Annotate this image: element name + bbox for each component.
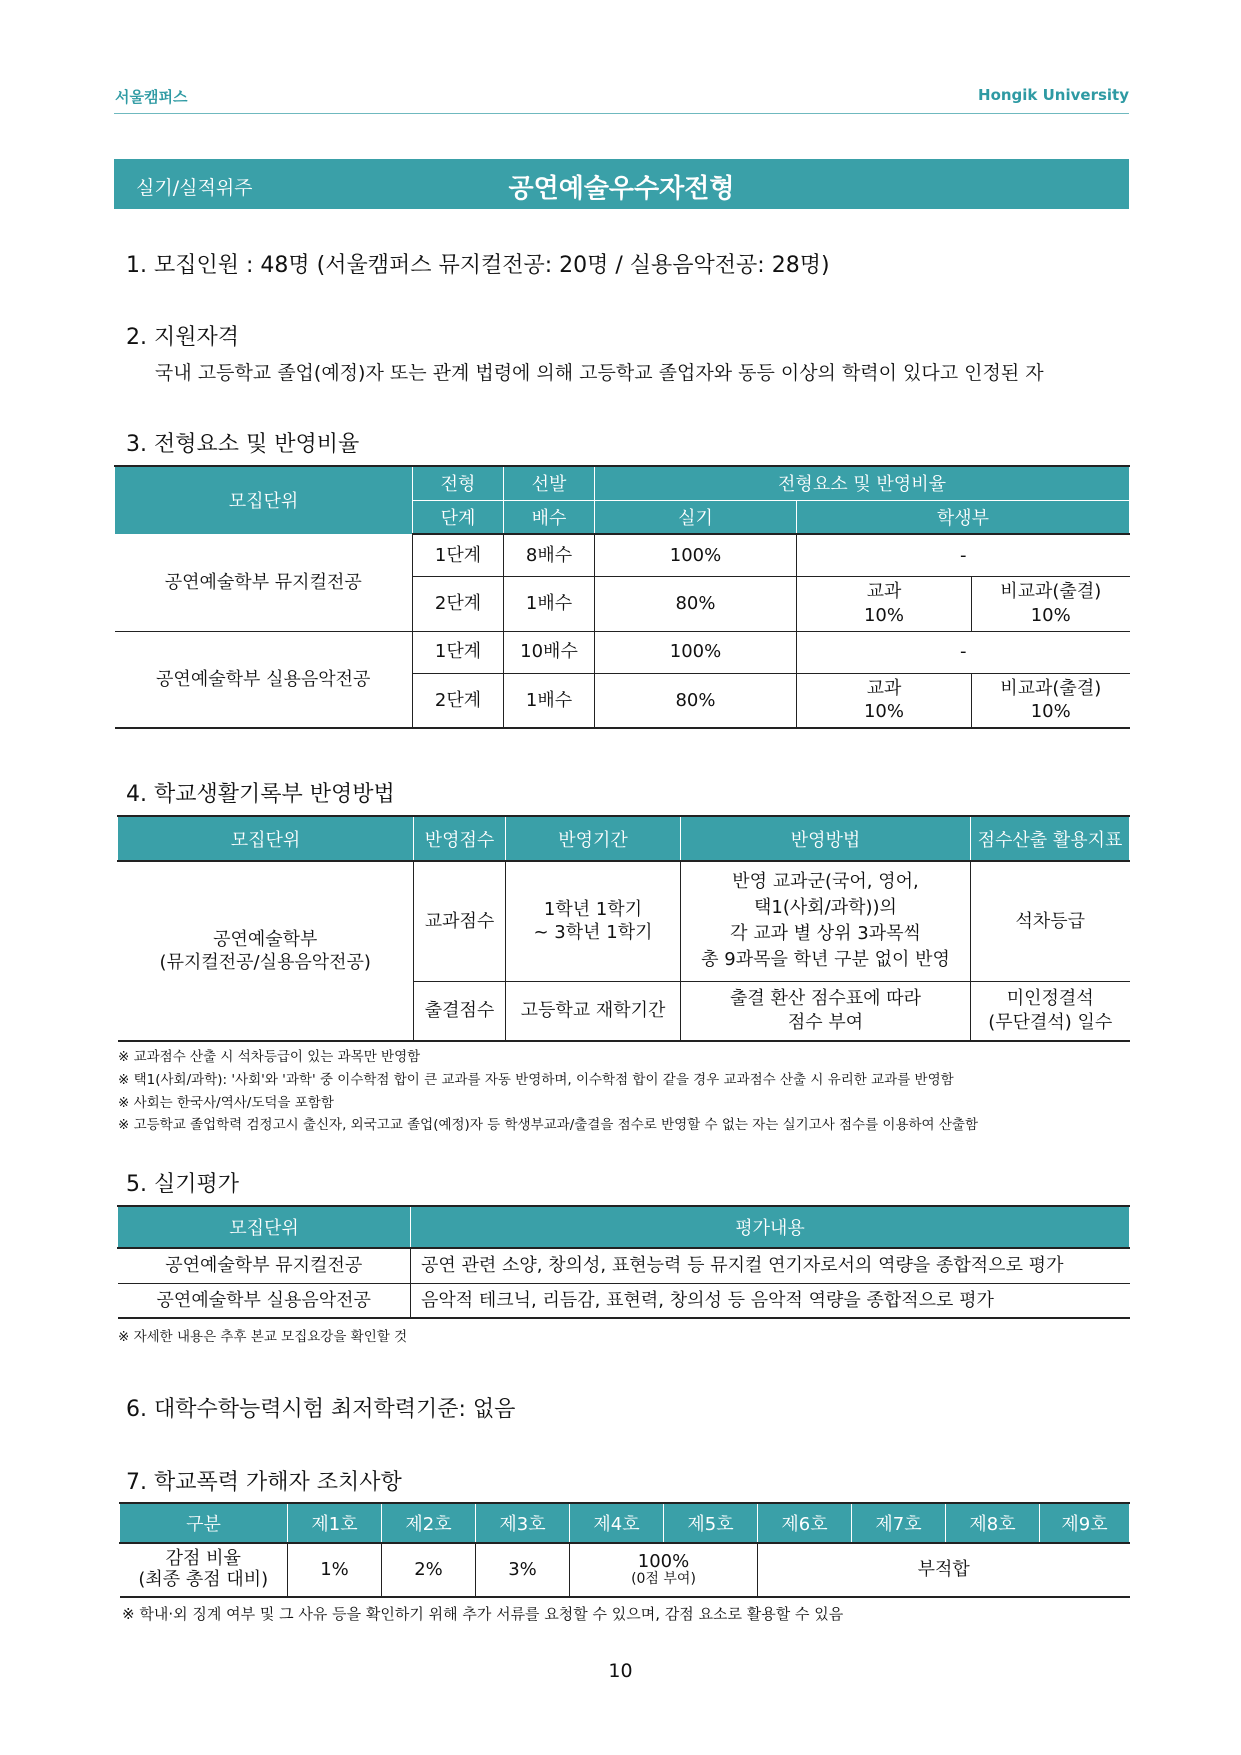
eval-unit: 공연예술학부 실용음악전공 <box>118 1283 411 1318</box>
stage-cell: 1단계 <box>413 534 504 576</box>
attend-method-cell: 출결 환산 점수표에 따라 점수 부여 <box>681 981 971 1041</box>
record-cell: - <box>797 631 1130 673</box>
deduction-4-5: 100% (0점 부여) <box>570 1543 758 1597</box>
banner-subtitle: 실기/실적위주 <box>136 177 253 199</box>
practical-eval-table <box>117 1205 1130 1319</box>
attend-index-cell: 미인정결석 (무단결석) 일수 <box>971 981 1130 1041</box>
deduction-3: 3% <box>476 1543 570 1597</box>
stage-cell: 2단계 <box>413 576 504 631</box>
subject-score-cell: 교과점수 <box>414 861 506 981</box>
banner-title: 공연예술우수자전형 <box>508 174 735 204</box>
th-content: 평가내용 <box>411 1206 1130 1248</box>
period-cell: 1학년 1학기 ~ 3학년 1학기 <box>506 861 681 981</box>
mult-cell: 8배수 <box>504 534 595 576</box>
th-index: 점수산출 활용지표 <box>971 816 1130 861</box>
th-level-5: 제5호 <box>664 1503 758 1543</box>
section-4-title: 4. 학교생활기록부 반영방법 <box>126 782 395 807</box>
section-2-title: 2. 지원자격 <box>126 325 239 350</box>
unit-cell: 공연예술학부 (뮤지컬전공/실용음악전공) <box>118 861 414 1041</box>
eval-content: 공연 관련 소양, 창의성, 표현능력 등 뮤지컬 연기자로서의 역량을 종합적으로 평가 <box>411 1248 1130 1283</box>
nonsubject-cell: 비교과(출결) 10% <box>972 576 1130 631</box>
th-category: 구분 <box>120 1503 288 1543</box>
th-elements: 전형요소 및 반영비율 <box>595 466 1130 500</box>
stage-cell: 1단계 <box>413 631 504 673</box>
selection-ratio-table <box>114 465 1130 729</box>
attend-score-cell: 출결점수 <box>414 981 506 1041</box>
practical-cell: 80% <box>595 576 797 631</box>
record-cell: - <box>797 534 1130 576</box>
university-name: Hongik University <box>978 86 1129 104</box>
th-stage-2: 단계 <box>413 500 504 534</box>
mult-cell: 10배수 <box>504 631 595 673</box>
s4-note-2: ※ 택1(사회/과학): '사회'와 '과학' 중 이수학점 합이 큰 교과를 자동 반영하며, 이수학점 합이 같을 경우 교과점수 산출 시 유리한 교과를 반영함 <box>118 1072 954 1088</box>
deduction-label: 감점 비율 (최종 총점 대비) <box>120 1543 288 1597</box>
th-unit: 모집단위 <box>118 1206 411 1248</box>
page-number: 10 <box>608 1660 633 1682</box>
subject-cell: 교과 10% <box>797 673 972 728</box>
th-level-1: 제1호 <box>288 1503 382 1543</box>
section-2-text: 국내 고등학교 졸업(예정)자 또는 관계 법령에 의해 고등학교 졸업자와 동등 이상의 학력이 있다고 인정된 자 <box>155 362 1044 384</box>
mult-cell: 1배수 <box>504 673 595 728</box>
practical-cell: 100% <box>595 534 797 576</box>
eval-unit: 공연예술학부 뮤지컬전공 <box>118 1248 411 1283</box>
school-record-table <box>117 815 1130 1042</box>
index-cell: 석차등급 <box>971 861 1130 981</box>
th-level-6: 제6호 <box>758 1503 852 1543</box>
section-7-title: 7. 학교폭력 가해자 조치사항 <box>126 1470 402 1495</box>
th-level-4: 제4호 <box>570 1503 664 1543</box>
campus-label: 서울캠퍼스 <box>115 88 188 106</box>
th-mult-1: 선발 <box>504 466 595 500</box>
eval-content: 음악적 테크닉, 리듬감, 표현력, 창의성 등 음악적 역량을 종합적으로 평가 <box>411 1283 1130 1318</box>
practical-cell: 100% <box>595 631 797 673</box>
subject-cell: 교과 10% <box>797 576 972 631</box>
th-record: 학생부 <box>797 500 1130 534</box>
th-mult-2: 배수 <box>504 500 595 534</box>
s4-note-1: ※ 교과점수 산출 시 석차등급이 있는 과목만 반영함 <box>118 1049 421 1065</box>
stage-cell: 2단계 <box>413 673 504 728</box>
s7-note: ※ 학내·외 징계 여부 및 그 사유 등을 확인하기 위해 추가 서류를 요청할 수 있으며, 감점 요소로 활용할 수 있음 <box>122 1605 844 1623</box>
th-method: 반영방법 <box>681 816 971 861</box>
s5-note: ※ 자세한 내용은 추후 본교 모집요강을 확인할 것 <box>118 1329 408 1345</box>
deduction-1: 1% <box>288 1543 382 1597</box>
th-unit: 모집단위 <box>115 466 413 534</box>
deduction-2: 2% <box>382 1543 476 1597</box>
section-3-title: 3. 전형요소 및 반영비율 <box>126 432 360 457</box>
s4-note-3: ※ 사회는 한국사/역사/도덕을 포함함 <box>118 1095 334 1111</box>
th-practical: 실기 <box>595 500 797 534</box>
th-level-9: 제9호 <box>1040 1503 1130 1543</box>
nonsubject-cell: 비교과(출결) 10% <box>972 673 1130 728</box>
s4-note-4: ※ 고등학교 졸업학력 검정고시 출신자, 외국고교 졸업(예정)자 등 학생부교과/출결을 점수로 반영할 수 없는 자는 실기고사 점수를 이용하여 산출함 <box>118 1117 979 1133</box>
header-divider <box>114 113 1129 114</box>
th-period: 반영기간 <box>506 816 681 861</box>
th-level-2: 제2호 <box>382 1503 476 1543</box>
attend-period-cell: 고등학교 재학기간 <box>506 981 681 1041</box>
section-6-csat: 6. 대학수학능력시험 최저학력기준: 없음 <box>126 1397 516 1422</box>
deduction-6-9: 부적합 <box>758 1543 1130 1597</box>
th-score: 반영점수 <box>414 816 506 861</box>
unit-musical: 공연예술학부 뮤지컬전공 <box>115 534 413 631</box>
mult-cell: 1배수 <box>504 576 595 631</box>
method-cell: 반영 교과군(국어, 영어, 택1(사회/과학))의 각 교과 별 상위 3과목씩 총 9과목을 학년 구분 없이 반영 <box>681 861 971 981</box>
th-level-7: 제7호 <box>852 1503 946 1543</box>
unit-practical-music: 공연예술학부 실용음악전공 <box>115 631 413 728</box>
th-level-3: 제3호 <box>476 1503 570 1543</box>
title-banner <box>114 159 1129 209</box>
school-violence-table <box>119 1502 1130 1598</box>
practical-cell: 80% <box>595 673 797 728</box>
section-5-title: 5. 실기평가 <box>126 1172 239 1197</box>
th-unit: 모집단위 <box>118 816 414 861</box>
section-1-recruitment: 1. 모집인원 : 48명 (서울캠퍼스 뮤지컬전공: 20명 / 실용음악전공: 28명) <box>126 253 830 278</box>
th-stage-1: 전형 <box>413 466 504 500</box>
th-level-8: 제8호 <box>946 1503 1040 1543</box>
